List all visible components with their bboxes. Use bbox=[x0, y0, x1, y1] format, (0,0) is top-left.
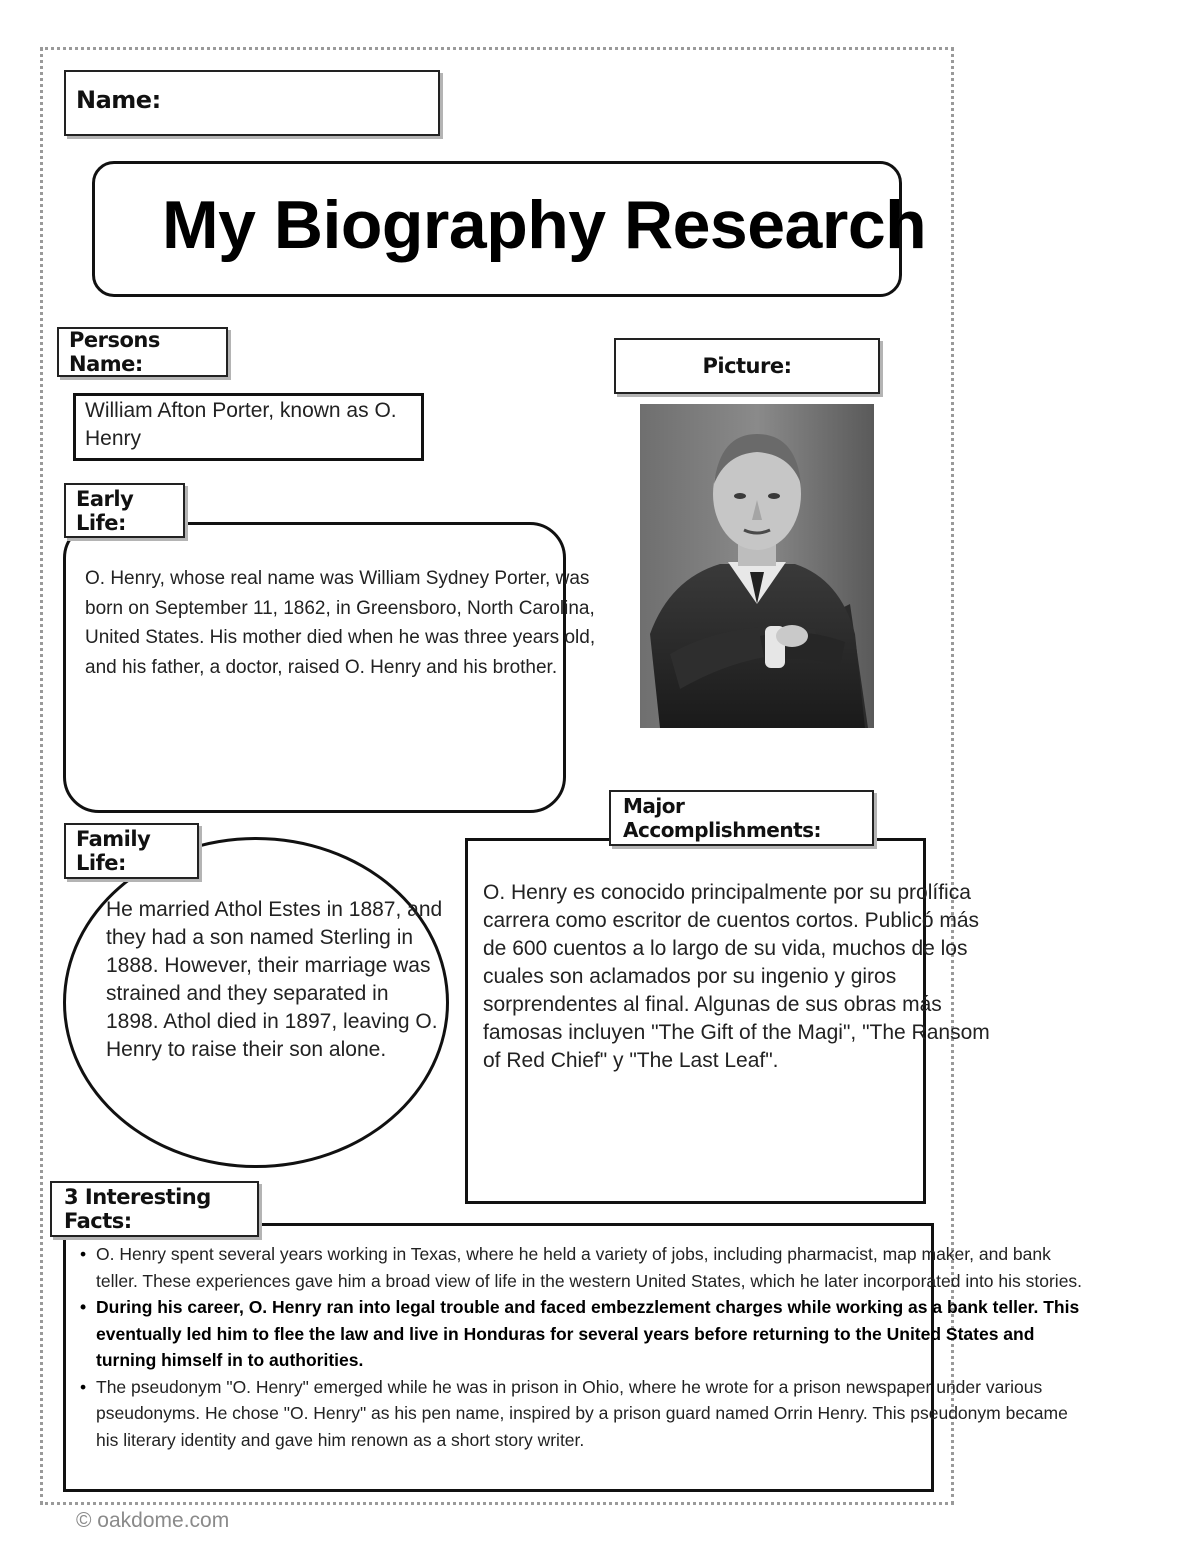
picture-label: Picture: bbox=[702, 354, 792, 378]
fact-item-3: • The pseudonym "O. Henry" emerged while he was in prison in Ohio, where he wrote for a prison newspaper under various pseudonyms. He chose "O. Henry" as his pen name, inspired by a prison guard named Orrin Henry. This pseudonym became his literary identity and gave him renown as a short story writer. bbox=[78, 1374, 1090, 1454]
major-accomplishments-text: O. Henry es conocido principalmente por su prolífica carrera como escritor de cuentos cortos. Publicó más de 600 cuentos a lo largo de su vida, muchos de los cuales son aclamados por su ingenio y giros sorprendentes al final. Algunas de sus obras más famosas incluyen "The Gift of the Magi", "The Ransom of Red Chief" y "The Last Leaf". bbox=[483, 881, 990, 1072]
facts-label: 3 Interesting Facts: bbox=[64, 1185, 211, 1233]
name-label: Name: bbox=[76, 86, 161, 114]
major-accomplishments-label-box bbox=[609, 790, 874, 846]
facts-list bbox=[78, 1241, 1090, 1453]
portrait-photo bbox=[640, 404, 874, 728]
page-title: My Biography Research bbox=[162, 187, 927, 263]
early-life-text: O. Henry, whose real name was William Sydney Porter, was born on September 11, 1862, in Greensboro, North Carolina, United States. His mother died when he was three years old, and his father, a doctor, raised O. Henry and his brother. bbox=[85, 568, 596, 678]
family-life-text: He married Athol Estes in 1887, and they had a son named Sterling in 1888. However, their marriage was strained and they separated in 1898. Athol died in 1897, leaving O. Henry to raise their son alone. bbox=[106, 898, 443, 1061]
facts-label-box bbox=[50, 1181, 259, 1237]
name-field-box[interactable] bbox=[64, 70, 440, 136]
family-life-label: Family Life: bbox=[76, 827, 151, 875]
persons-name-label: Persons Name: bbox=[69, 328, 160, 376]
portrait-illustration bbox=[640, 404, 874, 728]
fact-item-1: • O. Henry spent several years working in Texas, where he held a variety of jobs, including pharmacist, map maker, and bank teller. These experiences gave him a broad view of life in the western United States, which he later incorporated into his stories. bbox=[78, 1241, 1090, 1294]
early-life-label: Early Life: bbox=[76, 486, 134, 535]
footer-copyright: © oakdome.com bbox=[76, 1509, 230, 1532]
family-life-label-box bbox=[64, 823, 199, 879]
facts-content bbox=[78, 1241, 1090, 1453]
picture-label-box bbox=[614, 338, 880, 394]
early-life-label-box bbox=[64, 483, 185, 538]
persons-name-label-box bbox=[57, 327, 228, 377]
persons-name-value: William Afton Porter, known as O. Henry bbox=[85, 399, 397, 450]
major-accomplishments-label: Major Accomplishments: bbox=[623, 794, 822, 842]
fact-item-2: • During his career, O. Henry ran into legal trouble and faced embezzlement charges while working as a bank teller. This eventually led him to flee the law and live in Honduras for several years before returning to the United States and turning himself in to authorities. bbox=[78, 1294, 1090, 1374]
